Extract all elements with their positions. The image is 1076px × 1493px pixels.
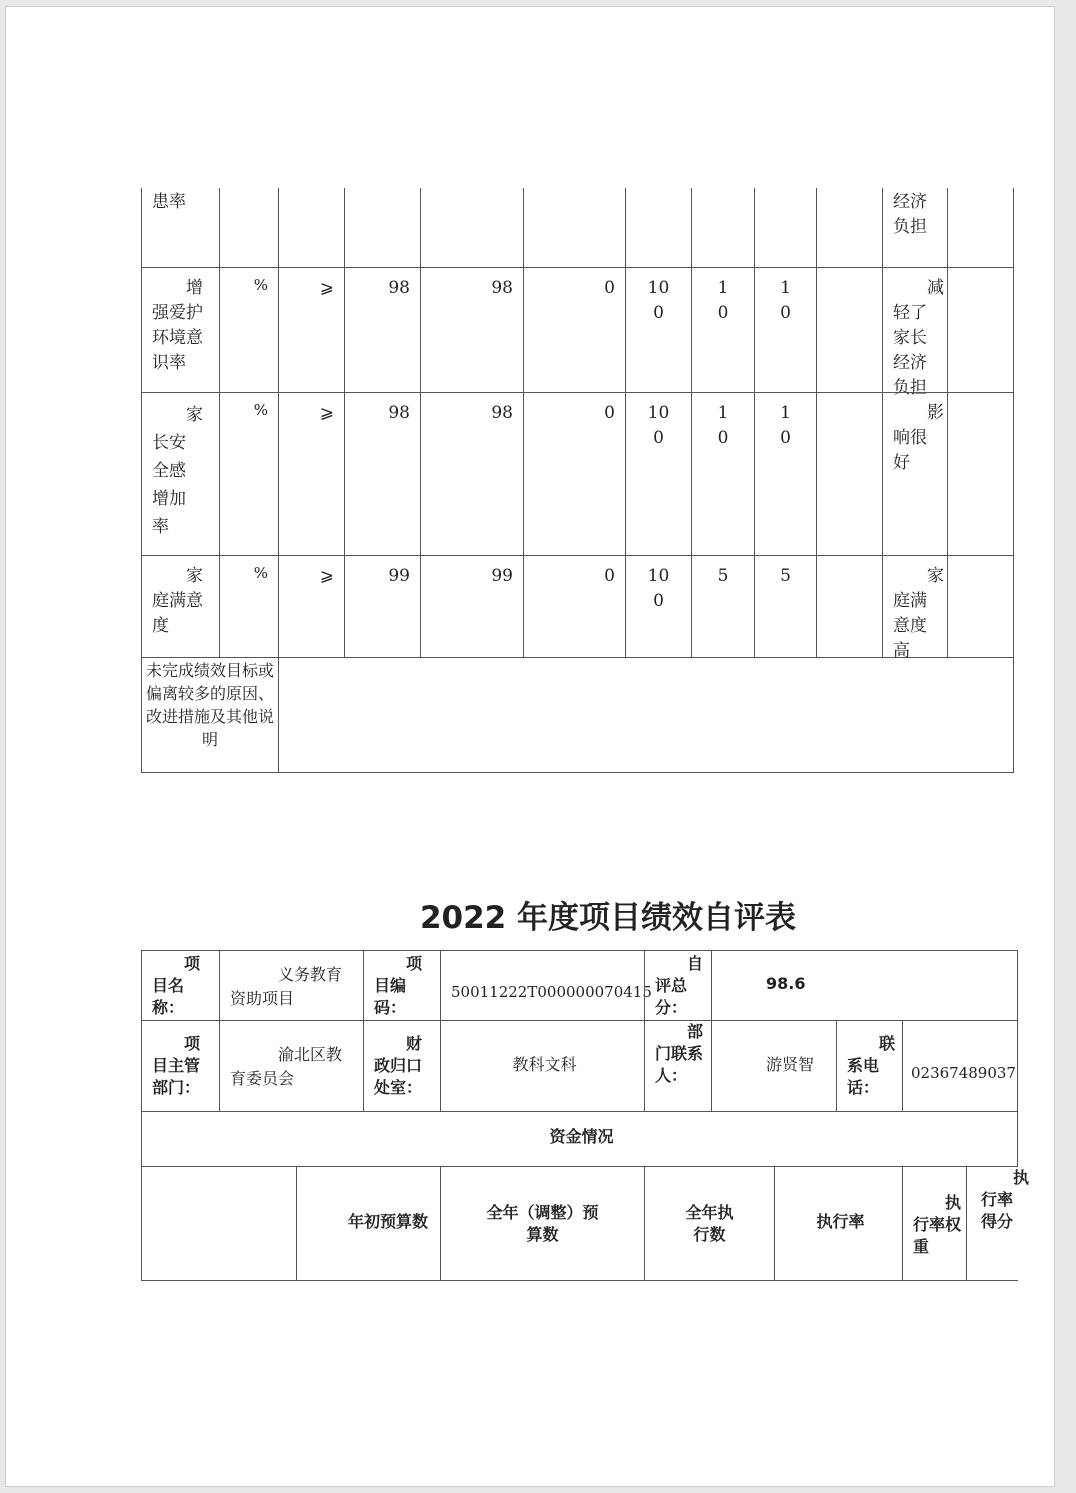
self-score-label: 自评总分： [644, 950, 712, 1021]
remark-cell: 减轻了家长经济负担 [882, 267, 948, 393]
blank-cell [816, 555, 883, 658]
extra-cell [947, 392, 1014, 556]
project-name-value: 义务教育资助项目 [219, 950, 364, 1021]
deviation-cell: 0 [523, 392, 626, 556]
page-title: 2022 年度项目绩效自评表 [419, 900, 797, 936]
score-cell [754, 188, 817, 268]
project-name-label: 项目名称： [141, 950, 220, 1021]
indicator-cell: 患率 [141, 188, 220, 268]
self-score-value: 98.6 [711, 950, 1018, 1021]
annual-budget-header: 全年（调整）预算数 [440, 1166, 645, 1281]
actual-cell: 98 [420, 267, 524, 393]
op-cell: ⩾ [278, 392, 345, 556]
project-code-label: 项目编码： [363, 950, 441, 1021]
project-code-value: 50011222T000000070415 [440, 950, 645, 1021]
target-cell: 98 [344, 392, 421, 556]
indicator-cell: 家庭满意度 [141, 555, 220, 658]
extra-cell [947, 555, 1014, 658]
remark-cell: 经济负担 [882, 188, 948, 268]
rate-cell: 100 [625, 392, 692, 556]
annual-exec-header: 全年执行数 [644, 1166, 775, 1281]
indicator-cell: 增强爱护环境意识率 [141, 267, 220, 393]
finance-value: 教科文科 [440, 1020, 645, 1112]
rate-cell: 100 [625, 267, 692, 393]
score-cell: 5 [754, 555, 817, 658]
op-cell: ⩾ [278, 267, 345, 393]
remark-cell: 家庭满意度高 [882, 555, 948, 658]
extra-cell [947, 267, 1014, 393]
weight-cell [691, 188, 755, 268]
score-cell: 10 [754, 267, 817, 393]
dept-label: 项目主管部门： [141, 1020, 220, 1112]
op-cell: ⩾ [278, 555, 345, 658]
target-cell: 98 [344, 267, 421, 393]
extra-cell [947, 188, 1014, 268]
phone-label: 联系电话： [836, 1020, 903, 1112]
deviation-cell: 0 [523, 555, 626, 658]
exec-rate-header: 执行率 [774, 1166, 903, 1281]
phone-value: 02367489037 [902, 1020, 1018, 1112]
contact-value: 游贤智 [711, 1020, 837, 1112]
weight-cell: 5 [691, 555, 755, 658]
contact-label: 部门联系人： [644, 1020, 712, 1112]
deviation-cell [523, 188, 626, 268]
indicator-cell: 家长安全感增加率 [141, 392, 220, 556]
target-cell: 99 [344, 555, 421, 658]
weight-cell: 10 [691, 267, 755, 393]
exec-score-header: 执行率得分 [966, 1166, 1018, 1281]
blank-cell [816, 267, 883, 393]
weight-cell: 10 [691, 392, 755, 556]
blank-cell [816, 392, 883, 556]
unit-cell: % [219, 392, 279, 556]
score-cell: 10 [754, 392, 817, 556]
unit-cell: % [219, 267, 279, 393]
actual-cell: 99 [420, 555, 524, 658]
initial-budget-header: 年初预算数 [296, 1166, 441, 1281]
actual-cell: 98 [420, 392, 524, 556]
deviation-cell: 0 [523, 267, 626, 393]
actual-cell [420, 188, 524, 268]
unit-cell [219, 188, 279, 268]
op-cell [278, 188, 345, 268]
funds-type-header [141, 1166, 297, 1281]
note-label: 未完成绩效目标或偏离较多的原因、改进措施及其他说明 [141, 657, 279, 773]
dept-value: 渝北区教育委员会 [219, 1020, 364, 1112]
rate-cell: 100 [625, 555, 692, 658]
target-cell [344, 188, 421, 268]
exec-weight-header: 执行率权重 [902, 1166, 967, 1281]
rate-cell [625, 188, 692, 268]
note-value [278, 657, 1014, 773]
funds-header: 资金情况 [141, 1111, 1018, 1167]
unit-cell: % [219, 555, 279, 658]
finance-label: 财政归口处室： [363, 1020, 441, 1112]
remark-cell: 影响很好 [882, 392, 948, 556]
blank-cell [816, 188, 883, 268]
